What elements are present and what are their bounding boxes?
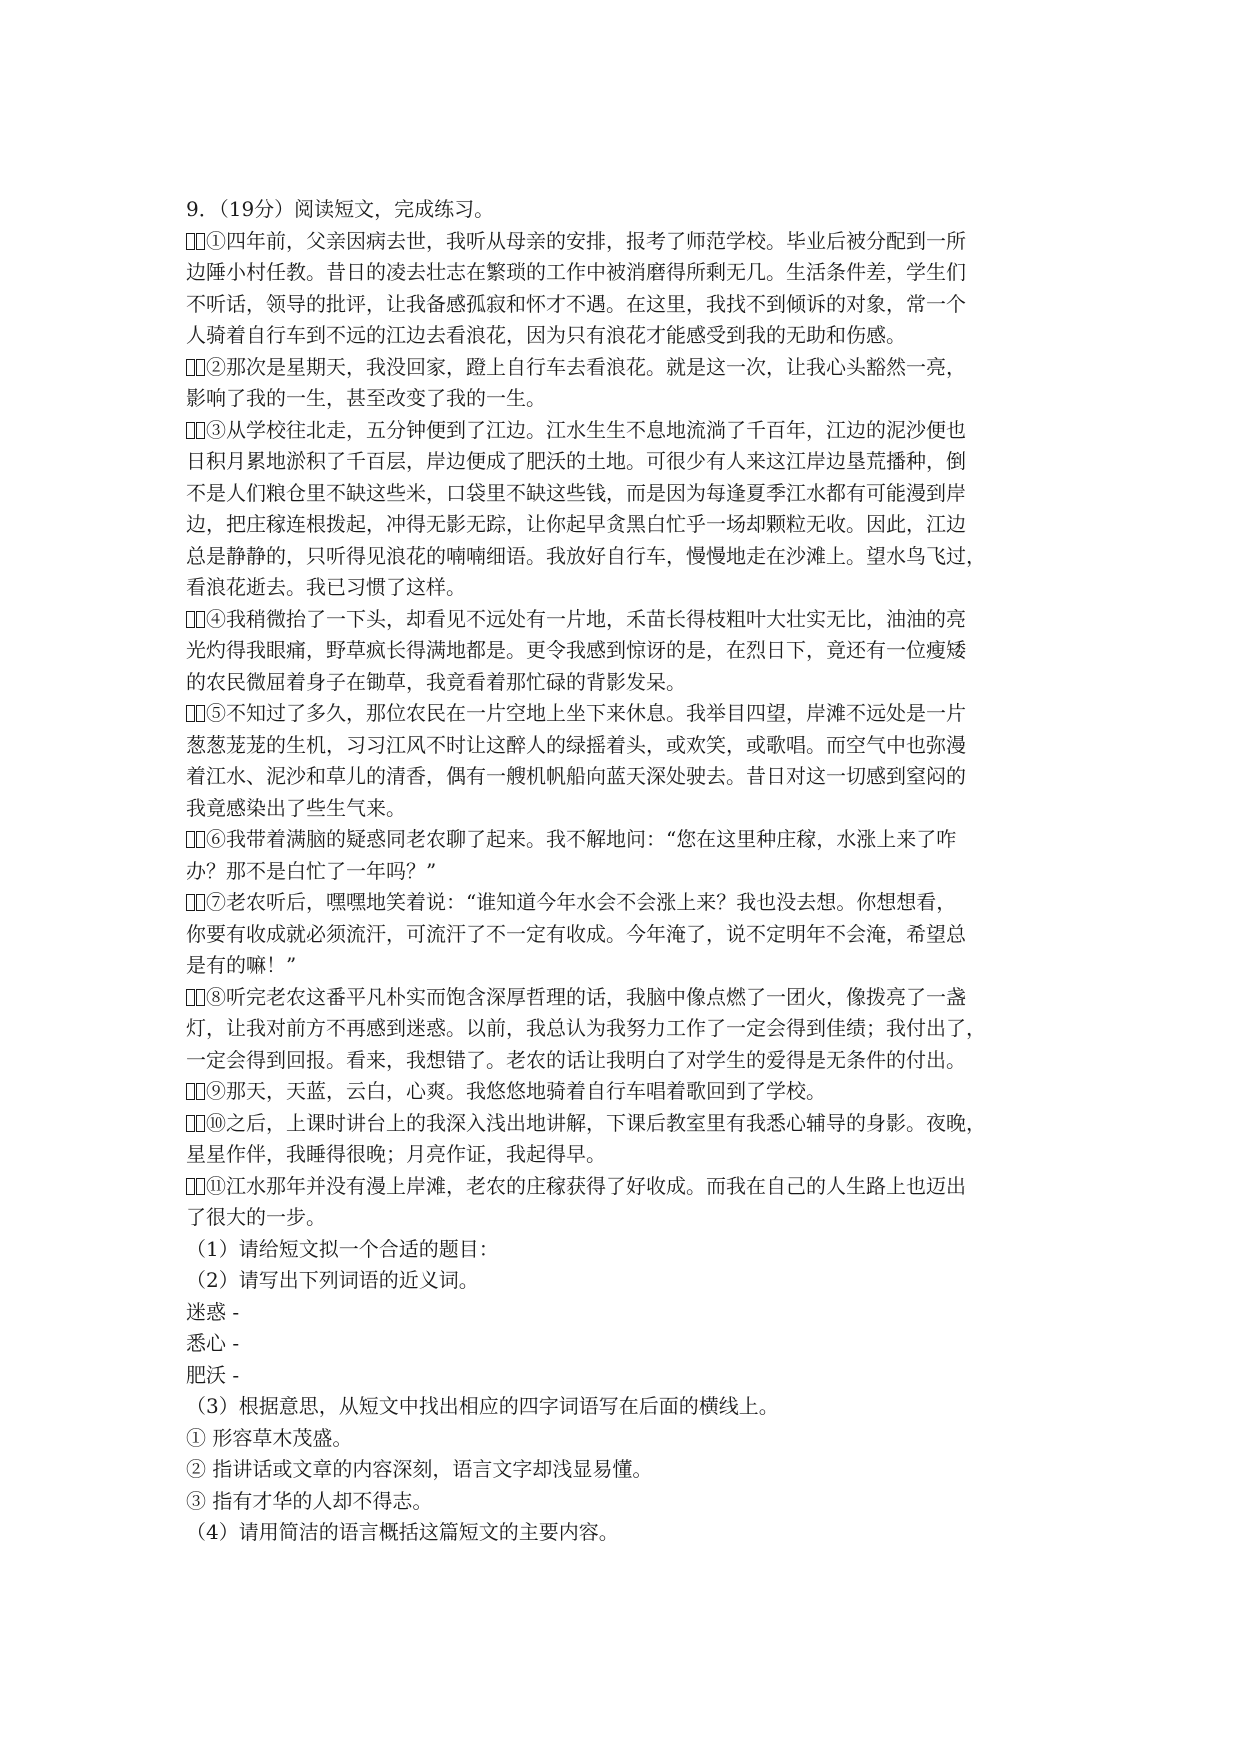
passage-line: 总是静静的，只听得见浪花的喃喃细语。我放好自行车，慢慢地走在沙滩上。望水鸟飞过，: [186, 543, 986, 568]
passage-paragraph-7: [186, 887, 1064, 982]
indent-box-glyph: [196, 989, 205, 1006]
passage-paragraph-3: [186, 415, 1064, 604]
passage-paragraph-5: [186, 698, 1064, 824]
passage-paragraph-11: [186, 1171, 1064, 1234]
passage-paragraph-1: [186, 226, 1064, 352]
indent-box-glyph: [196, 611, 205, 628]
passage-line: 星星作伴，我睡得很晚；月亮作证，我起得早。: [186, 1142, 606, 1166]
passage-line: 是有的嘛！”: [186, 953, 297, 977]
indent-box-glyph: [186, 705, 195, 722]
passage-line: 不听话，领导的批评，让我备感孤寂和怀才不遇。在这里，我找不到倾诉的对象，常一个: [186, 291, 966, 316]
passage-line: 影响了我的一生，甚至改变了我的一生。: [186, 386, 546, 410]
question-header: 9．（19分）阅读短文，完成练习。: [186, 197, 495, 221]
indent-box-glyph: [196, 422, 205, 439]
synonym-item-2: 悉心 -: [186, 1331, 240, 1355]
passage-line: 着江水、泥沙和草儿的清香，偶有一艘机帆船向蓝天深处驶去。昔日对这一切感到窒闷的: [186, 764, 966, 788]
sub-question-1: （1）请给短文拟一个合适的题目：: [186, 1236, 499, 1261]
indent-box-glyph: [186, 233, 195, 250]
passage-line: 边，把庄稼连根拨起，冲得无影无踪，让你起早贪黑白忙乎一场却颗粒无收。因此，江边: [186, 512, 966, 536]
passage-paragraph-10: [186, 1108, 1064, 1171]
indent-box-glyph: [186, 989, 195, 1006]
passage-paragraph-8: [186, 982, 1064, 1077]
indent-box-glyph: [196, 1115, 205, 1132]
passage-paragraph-2: [186, 352, 1064, 415]
passage-line: ⑩之后，上课时讲台上的我深入浅出地讲解，下课后教室里有我悉心辅导的身影。夜晚，: [186, 1108, 1064, 1140]
passage-line: 光灼得我眼痛，野草疯长得满地都是。更令我感到惊讶的是，在烈日下，竟还有一位瘦矮: [186, 638, 966, 662]
indent-box-glyph: [186, 1083, 195, 1100]
passage-line: ④我稍微抬了一下头，却看见不远处有一片地，禾苗长得枝粗叶大壮实无比，油油的亮: [186, 604, 1064, 636]
idiom-item-2: ② 指讲话或文章的内容深刻，语言文字却浅显易懂。: [186, 1457, 653, 1481]
indent-box-glyph: [186, 359, 195, 376]
passage-line: 看浪花逝去。我已习惯了这样。: [186, 575, 466, 599]
passage-line: ②那次是星期天，我没回家，蹬上自行车去看浪花。就是这一次，让我心头豁然一亮，: [186, 352, 1064, 384]
passage-line: ⑤不知过了多久，那位农民在一片空地上坐下来休息。我举目四望，岸滩不远处是一片: [186, 698, 1064, 730]
passage-paragraph-4: [186, 604, 1064, 699]
passage-paragraph-6: [186, 824, 1064, 887]
indent-box-glyph: [186, 831, 195, 848]
indent-box-glyph: [196, 359, 205, 376]
passage-line: 办？那不是白忙了一年吗？”: [186, 858, 437, 883]
passage-line: 一定会得到回报。看来，我想错了。老农的话让我明白了对学生的爱得是无条件的付出。: [186, 1047, 966, 1072]
passage-line: 日积月累地淤积了千百层，岸边便成了肥沃的土地。可很少有人来这江岸边垦荒播种，倒: [186, 449, 966, 473]
indent-box-glyph: [196, 831, 205, 848]
passage-line: ⑦老农听后，嘿嘿地笑着说：“谁知道今年水会不会涨上来？我也没去想。你想想看，: [186, 887, 1064, 919]
passage-line: 的农民微屈着身子在锄草，我竟看着那忙碌的背影发呆。: [186, 669, 686, 694]
indent-box-glyph: [196, 1083, 205, 1100]
indent-box-glyph: [196, 233, 205, 250]
indent-box-glyph: [186, 1115, 195, 1132]
indent-box-glyph: [196, 705, 205, 722]
indent-box-glyph: [186, 611, 195, 628]
passage-line: ⑥我带着满脑的疑惑同老农聊了起来。我不解地问：“您在这里种庄稼，水涨上来了咋: [186, 824, 1064, 856]
indent-box-glyph: [186, 1178, 195, 1195]
passage-line: 我竟感染出了些生气来。: [186, 795, 406, 820]
idiom-item-1: ① 形容草木茂盛。: [186, 1425, 353, 1450]
synonym-item-1: 迷惑 -: [186, 1299, 240, 1324]
indent-box-glyph: [196, 1178, 205, 1195]
indent-box-glyph: [186, 894, 195, 911]
passage-paragraph-9: [186, 1076, 1064, 1108]
sub-question-3: （3）根据意思，从短文中找出相应的四字词语写在后面的横线上。: [186, 1394, 779, 1418]
passage-line: ⑪江水那年并没有漫上岸滩，老农的庄稼获得了好收成。而我在自己的人生路上也迈出: [186, 1171, 1064, 1203]
indent-box-glyph: [186, 422, 195, 439]
passage-line: 人骑着自行车到不远的江边去看浪花，因为只有浪花才能感受到我的无助和伤感。: [186, 323, 906, 347]
idiom-item-3: ③ 指有才华的人却不得志。: [186, 1488, 433, 1513]
passage-line: 边陲小村任教。昔日的凌去壮志在繁琐的工作中被消磨得所剩无几。生活条件差，学生们: [186, 260, 966, 284]
sub-question-2: （2）请写出下列词语的近义词。: [186, 1268, 479, 1292]
passage-line: ⑨那天，天蓝，云白，心爽。我悠悠地骑着自行车唱着歌回到了学校。: [186, 1076, 1064, 1108]
synonym-item-3: 肥沃 -: [186, 1362, 240, 1387]
passage-line: 葱葱茏茏的生机，习习江风不时让这醉人的绿摇着头，或欢笑，或歌唱。而空气中也弥漫: [186, 732, 966, 757]
passage-line: 你要有收成就必须流汗，可流汗了不一定有收成。今年淹了，说不定明年不会淹，希望总: [186, 921, 966, 946]
passage-line: ③从学校往北走，五分钟便到了江边。江水生生不息地流淌了千百年，江边的泥沙便也: [186, 415, 1064, 447]
passage-line: ①四年前，父亲因病去世，我听从母亲的安排，报考了师范学校。毕业后被分配到一所: [186, 226, 1064, 258]
sub-questions: [186, 1234, 1064, 1549]
exam-question-body: [186, 194, 1064, 1549]
sub-question-4: （4）请用简洁的语言概括这篇短文的主要内容。: [186, 1520, 619, 1544]
passage-line: 灯，让我对前方不再感到迷惑。以前，我总认为我努力工作了一定会得到佳绩；我付出了，: [186, 1016, 986, 1040]
passage-line: ⑧听完老农这番平凡朴实而饱含深厚哲理的话，我脑中像点燃了一团火，像拨亮了一盏: [186, 982, 1064, 1014]
passage-line: 不是人们粮仓里不缺这些米，口袋里不缺这些钱，而是因为每逢夏季江水都有可能漫到岸: [186, 480, 966, 505]
passage-line: 了很大的一步。: [186, 1205, 326, 1229]
indent-box-glyph: [196, 894, 205, 911]
